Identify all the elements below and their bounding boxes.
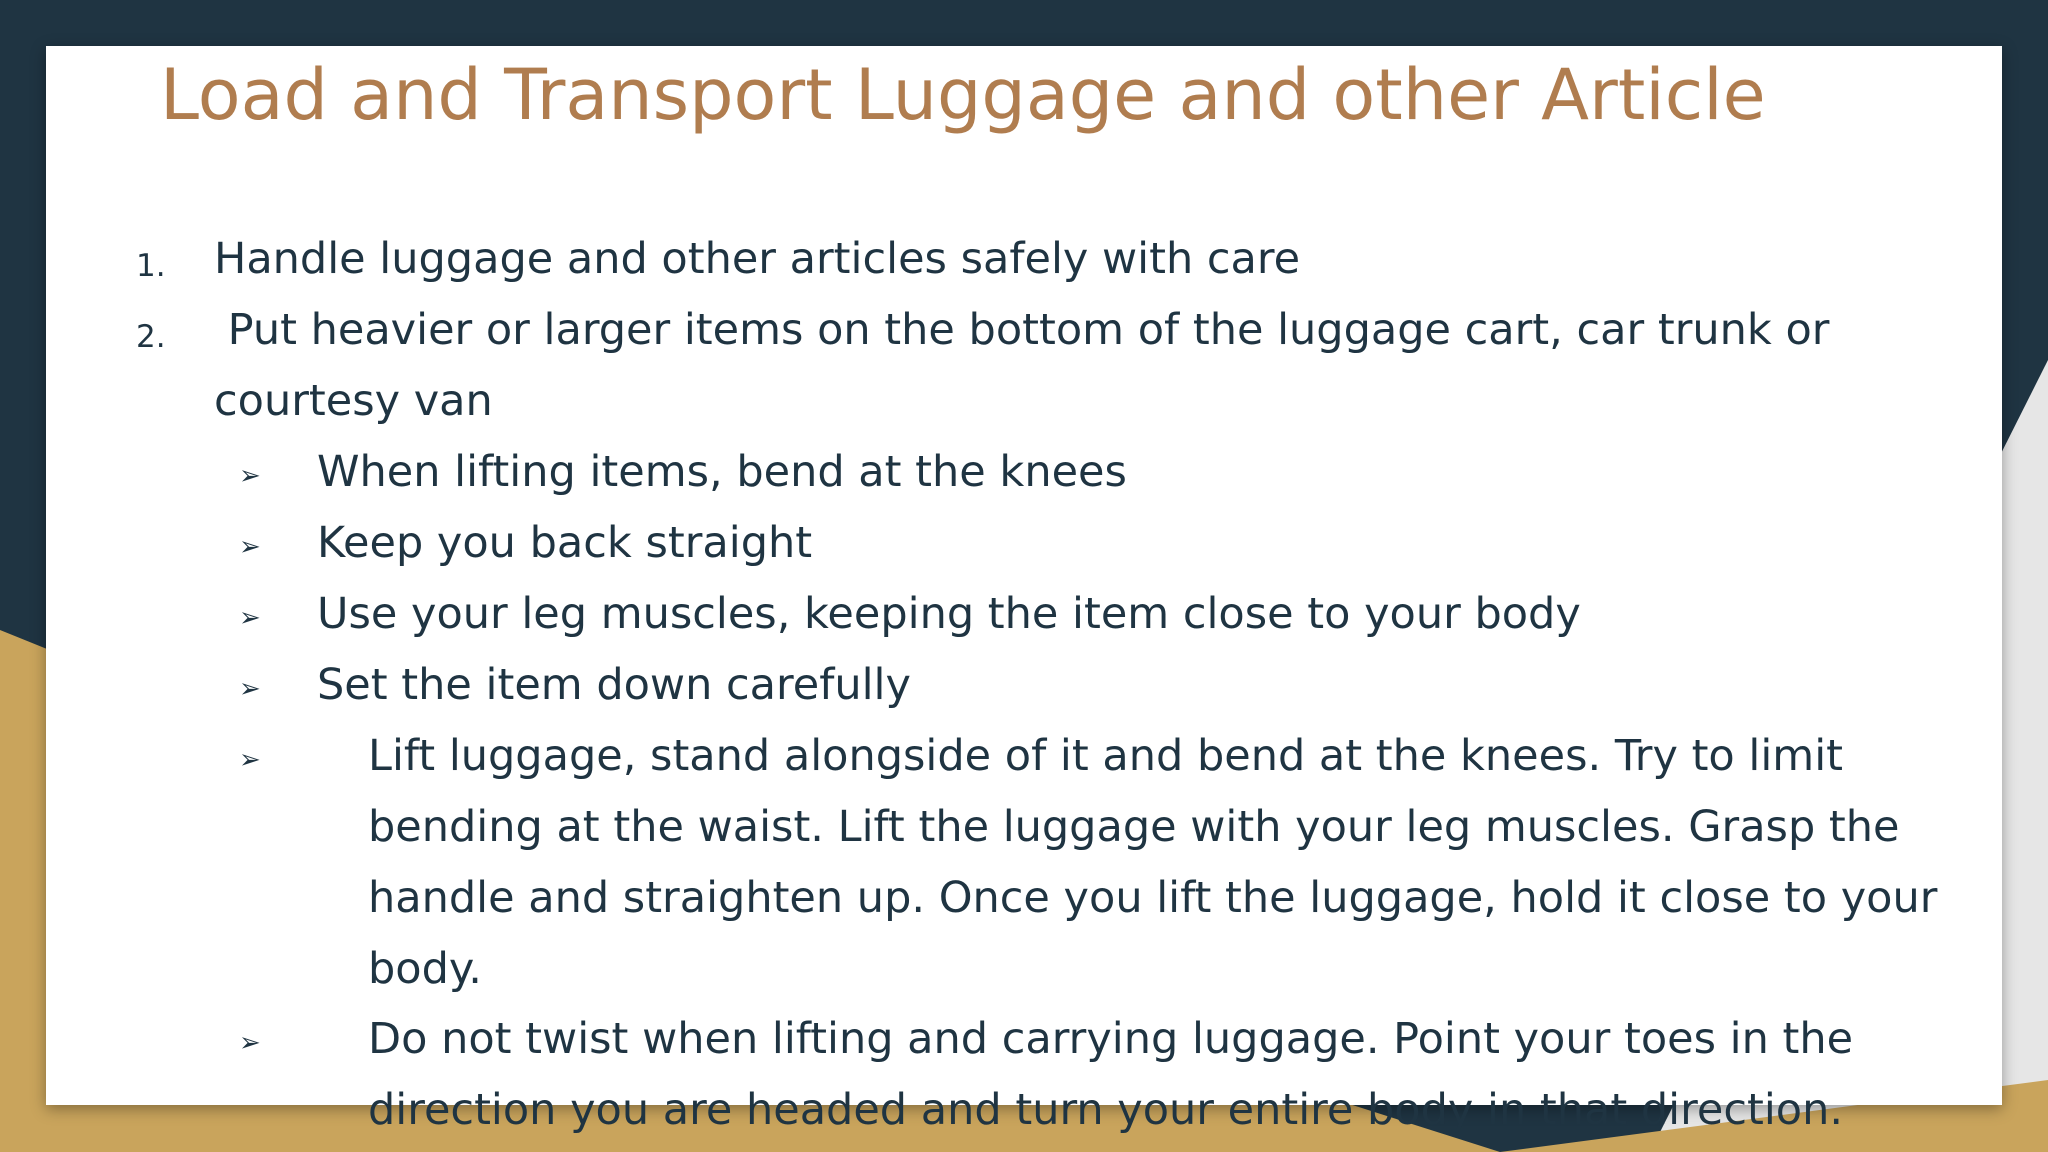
arrowhead-bullet-icon: ➢ <box>239 532 261 562</box>
sub-item-1-line-1: When lifting items, bend at the knees <box>317 447 1127 497</box>
sub-item-5-line-3: handle and straighten up. Once you lift the luggage, hold it close to your <box>368 873 1938 923</box>
numbered-marker-1: 1. <box>136 248 166 284</box>
sub-item-5-line-4: body. <box>368 944 482 994</box>
sub-item-2-line-1: Keep you back straight <box>317 518 813 568</box>
sub-item-6-line-2: direction you are headed and turn your entire body in that direction. <box>368 1085 1843 1135</box>
arrowhead-bullet-icon: ➢ <box>239 603 261 633</box>
sub-item-6-line-1: Do not twist when lifting and carrying luggage. Point your toes in the <box>368 1014 1854 1064</box>
slide-title: Load and Transport Luggage and other Article <box>160 54 1766 136</box>
sub-item-5-line-2: bending at the waist. Lift the luggage with your leg muscles. Grasp the <box>368 802 1900 852</box>
arrowhead-bullet-icon: ➢ <box>239 674 261 704</box>
sub-item-4-line-1: Set the item down carefully <box>317 660 911 710</box>
numbered-marker-2: 2. <box>136 319 166 355</box>
sub-item-5-line-1: Lift luggage, stand alongside of it and bend at the knees. Try to limit <box>368 731 1843 781</box>
sub-item-3-line-1: Use your leg muscles, keeping the item close to your body <box>317 589 1581 639</box>
arrowhead-bullet-icon: ➢ <box>239 1028 261 1058</box>
numbered-item-2-line-1: Put heavier or larger items on the bottom of the luggage cart, car trunk or <box>214 305 1830 355</box>
numbered-item-1-line-1: Handle luggage and other articles safely with care <box>214 234 1301 284</box>
arrowhead-bullet-icon: ➢ <box>239 745 261 775</box>
numbered-item-2-line-2: courtesy van <box>214 376 493 426</box>
slide-card <box>46 46 2002 1135</box>
arrowhead-bullet-icon: ➢ <box>239 461 261 491</box>
